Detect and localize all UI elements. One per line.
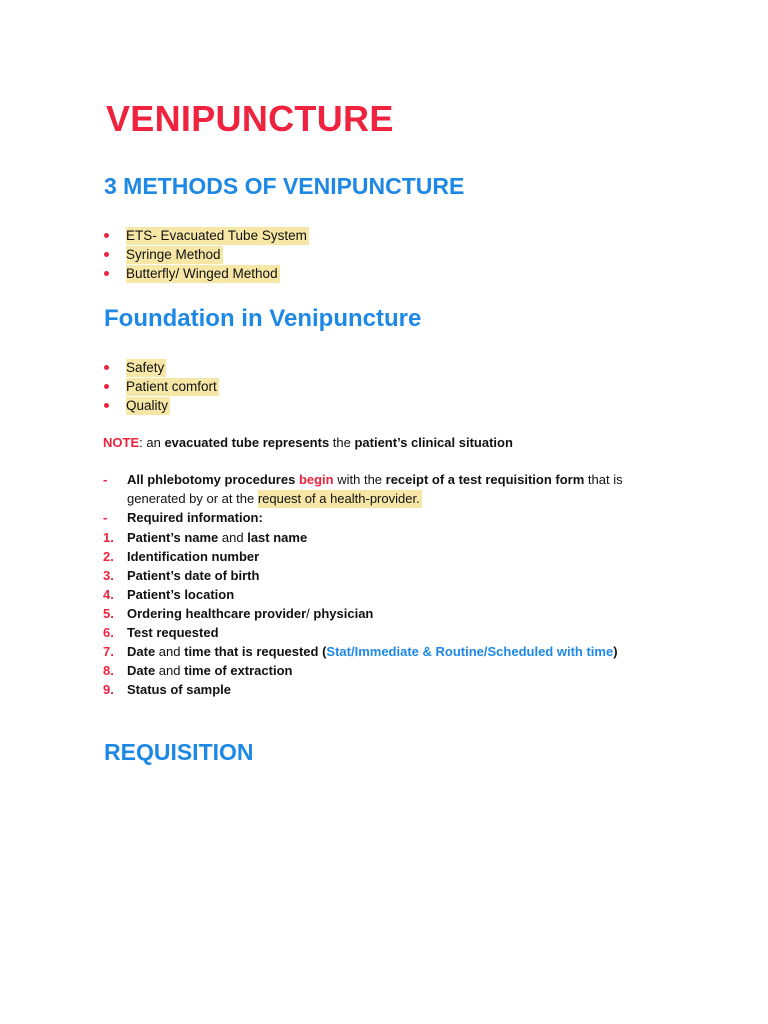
- list-item: Syringe Method: [104, 245, 309, 264]
- methods-list: [104, 226, 309, 283]
- list-item: 7. Date and time that is requested (Stat/Immediate & Routine/Scheduled with time): [103, 644, 618, 659]
- list-item: 2. Identification number: [103, 549, 260, 564]
- list-item: ETS- Evacuated Tube System: [104, 226, 309, 245]
- list-item: Patient comfort: [104, 377, 219, 396]
- foundation-list: [104, 358, 219, 415]
- requisition-heading: REQUISITION: [104, 739, 254, 765]
- foundation-heading: Foundation in Venipuncture: [104, 305, 422, 332]
- list-item: 1. Patient’s name and last name: [103, 530, 308, 545]
- note-paragraph: NOTE: an evacuated tube represents the patient’s clinical situation: [103, 435, 513, 450]
- methods-heading: 3 METHODS OF VENIPUNCTURE: [104, 173, 465, 199]
- bullet-icon: [104, 384, 109, 389]
- dash-marker: -: [103, 510, 108, 525]
- list-item: 5. Ordering healthcare provider/ physician: [103, 606, 374, 621]
- note-label: NOTE: [103, 435, 140, 450]
- required-info-list: [103, 528, 618, 699]
- procedures-item: [103, 470, 663, 510]
- required-label: Required information:: [127, 510, 263, 525]
- list-item: Safety: [104, 358, 219, 377]
- list-item: 8. Date and time of extraction: [103, 663, 293, 678]
- bullet-icon: [104, 233, 109, 238]
- procedures-text: All phlebotomy procedures begin with the receipt of a test requisition form that is generated by or at the request of a health-provider.: [127, 472, 623, 506]
- required-item: [103, 508, 403, 527]
- bullet-icon: [104, 271, 109, 276]
- list-item: Quality: [104, 396, 219, 415]
- bullet-icon: [104, 403, 109, 408]
- page-title: VENIPUNCTURE: [106, 98, 394, 139]
- list-item: 6. Test requested: [103, 625, 219, 640]
- list-item: 3. Patient’s date of birth: [103, 568, 260, 583]
- bullet-icon: [104, 365, 109, 370]
- bullet-icon: [104, 252, 109, 257]
- list-item: 9. Status of sample: [103, 682, 232, 697]
- list-item: 4. Patient’s location: [103, 587, 235, 602]
- list-item: Butterfly/ Winged Method: [104, 264, 309, 283]
- dash-marker: -: [103, 472, 108, 487]
